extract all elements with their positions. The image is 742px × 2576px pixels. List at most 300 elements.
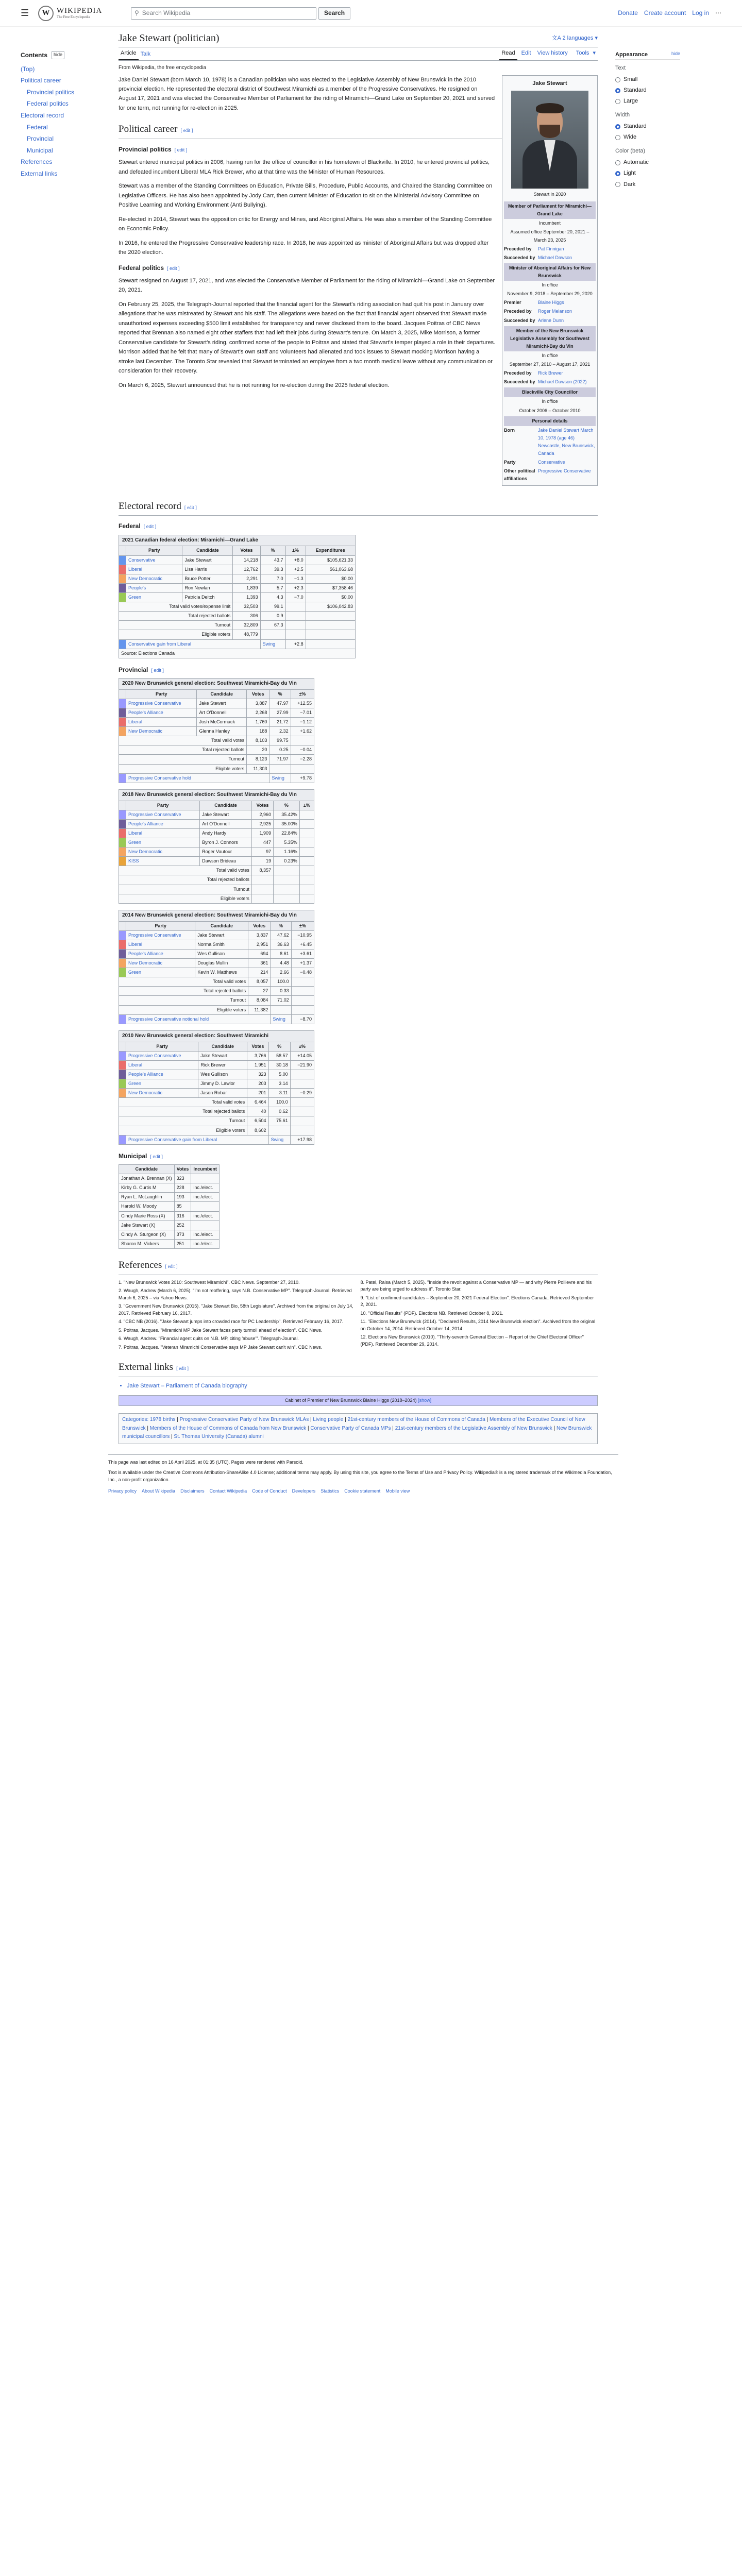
infobox-value[interactable]: Michael Dawson (2022) (538, 379, 587, 385)
appearance-option[interactable] (615, 168, 680, 179)
total-value: 67.3 (260, 621, 285, 630)
table-title: 2020 New Brunswick general election: Southwest Miramichi-Bay du Vin (119, 678, 314, 689)
total-label: Total valid votes (119, 977, 248, 987)
col-header (119, 921, 126, 930)
infobox-label: Succeeded by (504, 379, 535, 385)
category-link[interactable]: Members of the House of Commons of Canada from New Brunswick (149, 1425, 307, 1431)
cell: Cindy Marie Ross (X) (119, 1211, 175, 1221)
total-value (274, 875, 300, 885)
page-tabs (119, 49, 598, 61)
value-cell: 1,760 (247, 718, 269, 727)
wordmark: WIKIPEDIA The Free Encyclopedia (57, 7, 103, 19)
value-cell: 35.42% (274, 810, 300, 819)
edit-section-link[interactable]: [ edit ] (151, 667, 164, 673)
paragraph: On February 25, 2025, the Telegraph-Journal reported that the financial agent for the Stewart's riding association had quit his post in January over allegations that he was mistreated by Stewart and his staff. The allegations were based on the fact that financial agent observed that Stewart made unauthorized expenses exceeding $500 limit established for transparency and never disclosed them to the board. Jacques Poitras of CBC News reported that Brennan also named eight other staffers that had left their jobs during Stewart's tenure. On March 3, 2025, Mike Morrison, a former Conservative candidate for Stewart's riding, confirmed some of the people to Poitras and stated that Stewart's temper played a role in their departures. Morrison added that he felt that many of Stewart's own staff and volunteers had alienated and took issues to Stewart mocking Morrison having a stroke last December. The Toronto Star revealed that Stewart terminated an employee from a two month medical leave without any communication or consideration for their recovery. (119, 301, 496, 375)
total-value (291, 977, 314, 987)
party-color-swatch (119, 857, 126, 866)
edit-section-link[interactable]: [ edit ] (150, 1154, 163, 1159)
col-header: Party (126, 921, 195, 930)
table-row (119, 555, 356, 565)
total-value (306, 621, 355, 630)
cell: inc./elect. (191, 1193, 220, 1202)
appearance-option[interactable] (615, 179, 680, 190)
paragraph: Stewart was a member of the Standing Committees on Education, Private Bills, Procedure, Public Accounts, and Chaired the Standing Committee on Legislative Officers. He has also been appointed by Jody Carr, then current Minister of Education to sit on the Ministerial Advisory Committee on Positive Learning and Working Environment (Anti Bullying). (119, 183, 493, 209)
wikipedia-logo[interactable] (38, 6, 126, 21)
col-header: Expenditures (306, 546, 355, 555)
infobox-value[interactable]: Arlene Dunn (538, 317, 564, 323)
col-header: Incumbent (191, 1164, 220, 1174)
total-label: Eligible voters (119, 764, 247, 773)
candidate-cell: Art O'Donnell (200, 819, 252, 828)
col-header: % (260, 546, 285, 555)
total-row (119, 621, 356, 630)
party-color-swatch (119, 1014, 126, 1024)
toc-hide-button[interactable]: hide (52, 51, 64, 59)
infobox-value[interactable]: Roger Melanson (538, 309, 572, 314)
total-value (251, 885, 273, 894)
external-link[interactable]: • Jake Stewart – Parliament of Canada biography (127, 1381, 598, 1391)
total-value (290, 1098, 314, 1107)
party-color-swatch (119, 574, 126, 583)
table-row (119, 1089, 314, 1098)
footer-link[interactable]: Code of Conduct (252, 1488, 287, 1494)
total-value: 32,809 (233, 621, 260, 630)
tab-read[interactable]: Read (499, 49, 517, 60)
candidate-cell: Lisa Harris (182, 565, 233, 574)
value-cell: 47.97 (269, 699, 291, 708)
option-label: Automatic (623, 159, 649, 166)
table-row (119, 1211, 220, 1221)
col-header (119, 1042, 126, 1051)
total-label: Eligible voters (119, 630, 233, 639)
value-cell: 2,925 (251, 819, 273, 828)
footer-link[interactable]: Privacy policy (108, 1488, 137, 1494)
party-color-swatch (119, 583, 126, 592)
edit-section-link[interactable]: [ edit ] (167, 265, 180, 271)
table-title: 2014 New Brunswick general election: Southwest Miramichi-Bay du Vin (119, 910, 314, 921)
party-cell[interactable]: Green (126, 1079, 198, 1089)
cell: 228 (174, 1183, 191, 1193)
col-header (119, 689, 126, 699)
party-cell[interactable]: People's Alliance (126, 949, 195, 958)
party-color-swatch (119, 959, 126, 968)
category-link[interactable]: St. Thomas University (Canada) alumni (174, 1434, 264, 1440)
total-label: Turnout (119, 755, 247, 764)
toc-item[interactable]: Federal politics (27, 100, 69, 108)
col-header: % (271, 921, 291, 930)
reference-item: 12. Elections New Brunswick (2010). "Thirty-seventh General Election – Report of the Chief Electoral Officer" (PDF). Retrieved December 29, 2014. (360, 1334, 584, 1347)
total-label: Total rejected ballots (119, 745, 247, 755)
party-cell[interactable]: Green (126, 968, 195, 977)
appearance-option[interactable] (615, 96, 680, 107)
toc-item[interactable]: Provincial (27, 135, 54, 143)
categories-label[interactable]: Categories: (122, 1416, 149, 1422)
total-value: 27 (248, 987, 271, 996)
value-cell: $105,621.33 (306, 555, 355, 565)
table-row (119, 930, 314, 940)
total-label: Total valid votes (119, 736, 247, 745)
toc-item[interactable]: Provincial politics (27, 88, 75, 96)
footer-link[interactable]: About Wikipedia (142, 1488, 176, 1494)
total-value (269, 764, 291, 773)
total-value: 6,504 (247, 1116, 268, 1126)
party-color-swatch (119, 727, 126, 736)
value-cell: 2,268 (247, 708, 269, 717)
party-cell[interactable]: Liberal (126, 1060, 198, 1070)
col-header: ±% (291, 689, 314, 699)
value-cell: 2,291 (233, 574, 260, 583)
total-label: Total valid votes/expense limit (119, 602, 233, 612)
translate-icon: 文A (551, 35, 563, 41)
infobox-row (504, 298, 596, 307)
infobox-section-header: Member of Parliament for Miramichi—Grand Lake (504, 201, 596, 219)
result-row (119, 773, 314, 783)
swing-label[interactable]: Swing (269, 773, 291, 783)
result-row (119, 1014, 314, 1024)
result-row (119, 1135, 314, 1144)
swing-label[interactable]: Swing (271, 1014, 291, 1024)
result-row (119, 639, 356, 649)
reference-item: 10. "Official Results" (PDF). Elections NB. Retrieved October 8, 2021. (360, 1310, 503, 1316)
tab-talk[interactable]: Talk (140, 50, 151, 57)
result-label[interactable]: Progressive Conservative notional hold (126, 1014, 271, 1024)
infobox-label: Succeeded by (504, 317, 535, 323)
table-row (119, 968, 314, 977)
total-label: Turnout (119, 621, 233, 630)
search-button[interactable]: Search (318, 7, 350, 20)
col-header: ±% (290, 1042, 314, 1051)
total-label: Turnout (119, 1116, 247, 1126)
table-row (119, 1230, 220, 1239)
total-value (291, 996, 314, 1005)
infobox-dates: September 27, 2010 – August 17, 2021 (509, 362, 591, 367)
table-row (119, 1183, 220, 1193)
value-cell: 22.84% (274, 828, 300, 838)
candidate-cell: Patricia Deitch (182, 592, 233, 602)
infobox-row (504, 245, 596, 253)
party-cell[interactable]: Green (126, 838, 200, 848)
party-color-swatch (119, 848, 126, 857)
value-cell: 2,951 (248, 940, 271, 949)
value-cell: −10.95 (291, 930, 314, 940)
reference-item: 3. "Government New Brunswick (2015). "Jake Stewart Bio, 58th Legislature". Archived from the original on July 14, 2017. Retrieved February 16, 2017. (119, 1303, 353, 1316)
total-value: 0.9 (260, 612, 285, 621)
tools-dropdown[interactable]: Tools ▾ (576, 49, 596, 56)
party-color-swatch (119, 708, 126, 717)
infobox-status: Incumbent (538, 221, 561, 226)
total-value (274, 885, 300, 894)
total-value: 99.1 (260, 602, 285, 612)
value-cell: 3,766 (247, 1051, 268, 1060)
portrait-image[interactable] (511, 91, 588, 189)
result-label[interactable]: Progressive Conservative gain from Liberal (126, 1135, 269, 1144)
radio-icon[interactable] (615, 77, 620, 82)
party-cell[interactable]: New Democratic (126, 959, 195, 968)
value-cell: $0.00 (306, 574, 355, 583)
provincial-election-table (119, 789, 314, 904)
total-value: 100.0 (271, 977, 291, 987)
intro-paragraph: Jake Daniel Stewart (born March 10, 1978) is a Canadian politician who was elected to the Legislative Assembly of New Brunswick in the 2010 provincial election. He represented the electoral district of Southwest Miramichi as a member of the Progressive Conservatives. He resigned on August 17, 2021 and was elected the Conservative Member of Parliament for the riding of Miramichi—Grand Lake on September 20, 2021 and served for one term, not running for re-election in 2025. (119, 76, 495, 111)
value-cell: 1.16% (274, 848, 300, 857)
total-row (119, 1005, 314, 1014)
value-cell: 43.7 (260, 555, 285, 565)
category-link[interactable]: 1978 births (149, 1416, 176, 1422)
create-account-link[interactable]: Create account (644, 9, 686, 17)
table-row (119, 959, 314, 968)
edit-section-link[interactable]: [ edit ] (180, 128, 193, 133)
cell: Kirby G. Curtis M (119, 1183, 175, 1193)
party-cell[interactable]: New Democratic (126, 1089, 198, 1098)
toc-item[interactable]: Political career (21, 77, 61, 84)
total-value: 0.62 (268, 1107, 290, 1116)
total-row (119, 1116, 314, 1126)
total-value: 8,057 (248, 977, 271, 987)
more-icon[interactable]: ⋯ (715, 9, 721, 17)
swing-label[interactable]: Swing (260, 639, 285, 649)
radio-icon[interactable] (615, 182, 620, 187)
party-cell[interactable]: Liberal (126, 828, 200, 838)
page-title: Jake Stewart (politician) (119, 32, 220, 44)
option-label: Small (623, 76, 638, 83)
license-note: Text is available under the Creative Commons Attribution-ShareAlike 4.0 License; additional terms may apply. By using this site, you agree to the Terms of Use and Privacy Policy. Wikipedia® is a registered trademark of the Wikimedia Foundation, Inc., a non-profit organization. (108, 1470, 612, 1483)
party-color-swatch (119, 1135, 126, 1144)
category-link[interactable]: Members of the Executive Council of New Brunswick (122, 1416, 585, 1431)
table-row (119, 1193, 220, 1202)
infobox-value[interactable]: Jake Daniel Stewart March 10, 1978 (age 46) Newcastle, New Brunswick, Canada (538, 427, 595, 456)
total-value (299, 885, 314, 894)
cell (191, 1221, 220, 1230)
radio-icon[interactable] (615, 171, 620, 176)
value-cell: 58.57 (268, 1051, 290, 1060)
total-row (119, 745, 314, 755)
category-link[interactable]: 21st-century members of the Legislative Assembly of New Brunswick (395, 1425, 552, 1431)
value-cell (299, 819, 314, 828)
party-cell[interactable]: Liberal (126, 565, 182, 574)
candidate-cell: Roger Vautour (200, 848, 252, 857)
total-label: Eligible voters (119, 1126, 247, 1135)
col-header: Votes (251, 801, 273, 810)
footer-link[interactable]: Statistics (321, 1488, 340, 1494)
reference-item: 8. Patel, Raisa (March 5, 2025). "Inside the revolt against a Conservative MP — and why Pierre Poilievre and his party are being urged to address it". Toronto Star. (360, 1279, 592, 1292)
infobox-label: Party (504, 460, 516, 465)
party-color-swatch (119, 565, 126, 574)
value-cell: $0.00 (306, 592, 355, 602)
option-label: Standard (623, 87, 647, 94)
category-link[interactable]: Living people (313, 1416, 344, 1422)
radio-icon[interactable] (615, 135, 620, 140)
party-cell[interactable]: Liberal (126, 940, 195, 949)
value-cell: −7.0 (285, 592, 306, 602)
radio-icon[interactable] (615, 88, 620, 93)
party-cell[interactable]: People's Alliance (126, 708, 197, 717)
edit-section-link[interactable]: [ edit ] (165, 1263, 178, 1269)
radio-icon[interactable] (615, 160, 620, 165)
total-label: Turnout (119, 996, 248, 1005)
tab-edit[interactable]: Edit (521, 49, 531, 56)
footer-link[interactable]: Contact Wikipedia (209, 1488, 247, 1494)
total-label: Total rejected ballots (119, 1107, 247, 1116)
navbox: Cabinet of Premier of New Brunswick Blaine Higgs (2018–2024) [show] (119, 1395, 598, 1406)
heading-federal-politics: Federal politics [ edit ] (119, 264, 180, 272)
toc-item[interactable]: (Top) (21, 65, 35, 73)
appearance-group-label: Color (beta) (615, 148, 646, 155)
value-cell: 323 (247, 1070, 268, 1079)
candidate-cell: Wes Gullison (198, 1070, 247, 1079)
total-row (119, 1126, 314, 1135)
total-value (274, 866, 300, 875)
toc-item[interactable]: Electoral record (21, 111, 64, 119)
appearance-option[interactable] (615, 121, 680, 132)
swing-label[interactable]: Swing (268, 1135, 290, 1144)
edit-section-link[interactable]: [ edit ] (174, 147, 188, 153)
total-value: 8,123 (247, 755, 269, 764)
tab-view-history[interactable]: View history (537, 49, 568, 56)
col-header: Party (126, 1042, 198, 1051)
infobox-value[interactable]: Progressive Conservative (538, 468, 591, 474)
party-color-swatch (119, 838, 126, 848)
candidate-cell: Jimmy D. Lawlor (198, 1079, 247, 1089)
value-cell: +3.61 (291, 949, 314, 958)
value-cell: +1.37 (291, 959, 314, 968)
search-input[interactable]: ⚲ Search Wikipedia (131, 7, 316, 20)
party-cell[interactable]: Green (126, 592, 182, 602)
value-cell: 1,393 (233, 592, 260, 602)
toc-item[interactable]: Municipal (27, 146, 53, 154)
appearance-option[interactable] (615, 85, 680, 96)
value-cell: −1.3 (285, 574, 306, 583)
value-cell: 97 (251, 848, 273, 857)
value-cell: 188 (247, 727, 269, 736)
user-tools (618, 8, 721, 18)
footer-link[interactable]: Developers (292, 1488, 316, 1494)
radio-icon[interactable] (615, 99, 620, 104)
footer-link[interactable]: Mobile view (385, 1488, 410, 1494)
value-cell: 5.7 (260, 583, 285, 592)
party-cell[interactable]: New Democratic (126, 848, 200, 857)
col-header: Votes (233, 546, 260, 555)
party-cell[interactable]: New Democratic (126, 727, 197, 736)
party-cell[interactable]: Conservative (126, 555, 182, 565)
provincial-election-table (119, 910, 314, 1024)
candidate-cell: Jake Stewart (195, 930, 248, 940)
infobox-dates: Assumed office September 20, 2021 – March 23, 2025 (510, 229, 589, 243)
infobox-value[interactable]: Michael Dawson (538, 255, 572, 260)
total-row (119, 612, 356, 621)
party-cell[interactable]: Progressive Conservative (126, 810, 200, 819)
col-header: Votes (248, 921, 271, 930)
total-row (119, 630, 356, 639)
infobox-value[interactable]: Blaine Higgs (538, 300, 564, 306)
appearance-option[interactable] (615, 132, 680, 143)
infobox-value[interactable]: Conservative (538, 460, 565, 465)
appearance-option[interactable] (615, 157, 680, 168)
party-cell[interactable]: People's Alliance (126, 1070, 198, 1079)
radio-icon[interactable] (615, 124, 620, 129)
appearance-option[interactable] (615, 74, 680, 85)
result-label[interactable]: Progressive Conservative hold (126, 773, 269, 783)
toc-item[interactable]: References (21, 158, 53, 166)
login-link[interactable]: Log in (692, 9, 709, 17)
edit-section-link[interactable]: [ edit ] (143, 524, 157, 530)
value-cell: 5.00 (268, 1070, 290, 1079)
swing-value: +17.98 (290, 1135, 314, 1144)
total-value: 75.61 (268, 1116, 290, 1126)
category-link[interactable]: 21st-century members of the House of Commons of Canada (347, 1416, 485, 1422)
total-row (119, 885, 314, 894)
value-cell: 361 (248, 959, 271, 968)
party-cell[interactable]: KISS (126, 857, 200, 866)
table-row (119, 810, 314, 819)
portrait-caption: Stewart in 2020 (533, 191, 566, 197)
party-cell[interactable]: Liberal (126, 718, 197, 727)
cell: inc./elect. (191, 1230, 220, 1239)
search-form (131, 7, 350, 20)
language-button[interactable]: 文A 2 languages ▾ (551, 35, 598, 41)
toc-item[interactable]: External links (21, 170, 58, 177)
menu-icon[interactable]: ☰ (21, 7, 29, 18)
edit-section-link[interactable]: [ edit ] (176, 1366, 189, 1371)
value-cell: 203 (247, 1079, 268, 1089)
footer-link[interactable]: Disclaimers (180, 1488, 205, 1494)
infobox-dates: November 9, 2018 – September 29, 2020 (507, 291, 593, 297)
party-color-swatch (119, 773, 126, 783)
category-link[interactable]: Conservative Party of Canada MPs (310, 1425, 391, 1431)
total-value: 0.25 (269, 745, 291, 755)
total-value (306, 612, 355, 621)
table-row (119, 1174, 220, 1183)
toc-item[interactable]: Federal (27, 123, 48, 131)
col-header: Candidate (119, 1164, 175, 1174)
infobox-value[interactable]: Pat Finnigan (538, 246, 564, 251)
total-value (299, 866, 314, 875)
result-label[interactable]: Conservative gain from Liberal (126, 639, 261, 649)
donate-link[interactable]: Donate (618, 9, 638, 17)
cell: 316 (174, 1211, 191, 1221)
navbox-show-button[interactable]: [show] (418, 1397, 432, 1403)
edit-section-link[interactable]: [ edit ] (184, 504, 197, 510)
value-cell: 5.35% (274, 838, 300, 848)
party-cell[interactable]: People's (126, 583, 182, 592)
party-color-swatch (119, 1079, 126, 1089)
tab-article[interactable]: Article (119, 49, 139, 60)
value-cell: −0.29 (290, 1089, 314, 1098)
candidate-cell: Ron Nowlan (182, 583, 233, 592)
value-cell: +8.0 (285, 555, 306, 565)
appearance-hide-button[interactable]: hide (671, 51, 680, 56)
party-cell[interactable]: Progressive Conservative (126, 930, 195, 940)
total-row (119, 736, 314, 745)
party-cell[interactable]: Progressive Conservative (126, 699, 197, 708)
cell: Sharon M. Vickers (119, 1239, 175, 1248)
infobox-value[interactable]: Rick Brewer (538, 370, 563, 376)
party-cell[interactable]: Progressive Conservative (126, 1051, 198, 1060)
col-header: Candidate (198, 1042, 247, 1051)
party-cell[interactable]: New Democratic (126, 574, 182, 583)
total-value: 8,357 (251, 866, 273, 875)
infobox-section-header: Personal details (504, 416, 596, 426)
value-cell: 1,839 (233, 583, 260, 592)
total-row (119, 755, 314, 764)
option-label: Dark (623, 181, 636, 188)
footer-link[interactable]: Cookie statement (344, 1488, 381, 1494)
category-link[interactable]: New Brunswick municipal councillors (122, 1425, 592, 1440)
total-label: Eligible voters (119, 1005, 248, 1014)
party-cell[interactable]: People's Alliance (126, 819, 200, 828)
category-link[interactable]: Progressive Conservative Party of New Brunswick MLAs (179, 1416, 309, 1422)
total-value (285, 612, 306, 621)
party-color-swatch (119, 810, 126, 819)
value-cell: 8.61 (271, 949, 291, 958)
